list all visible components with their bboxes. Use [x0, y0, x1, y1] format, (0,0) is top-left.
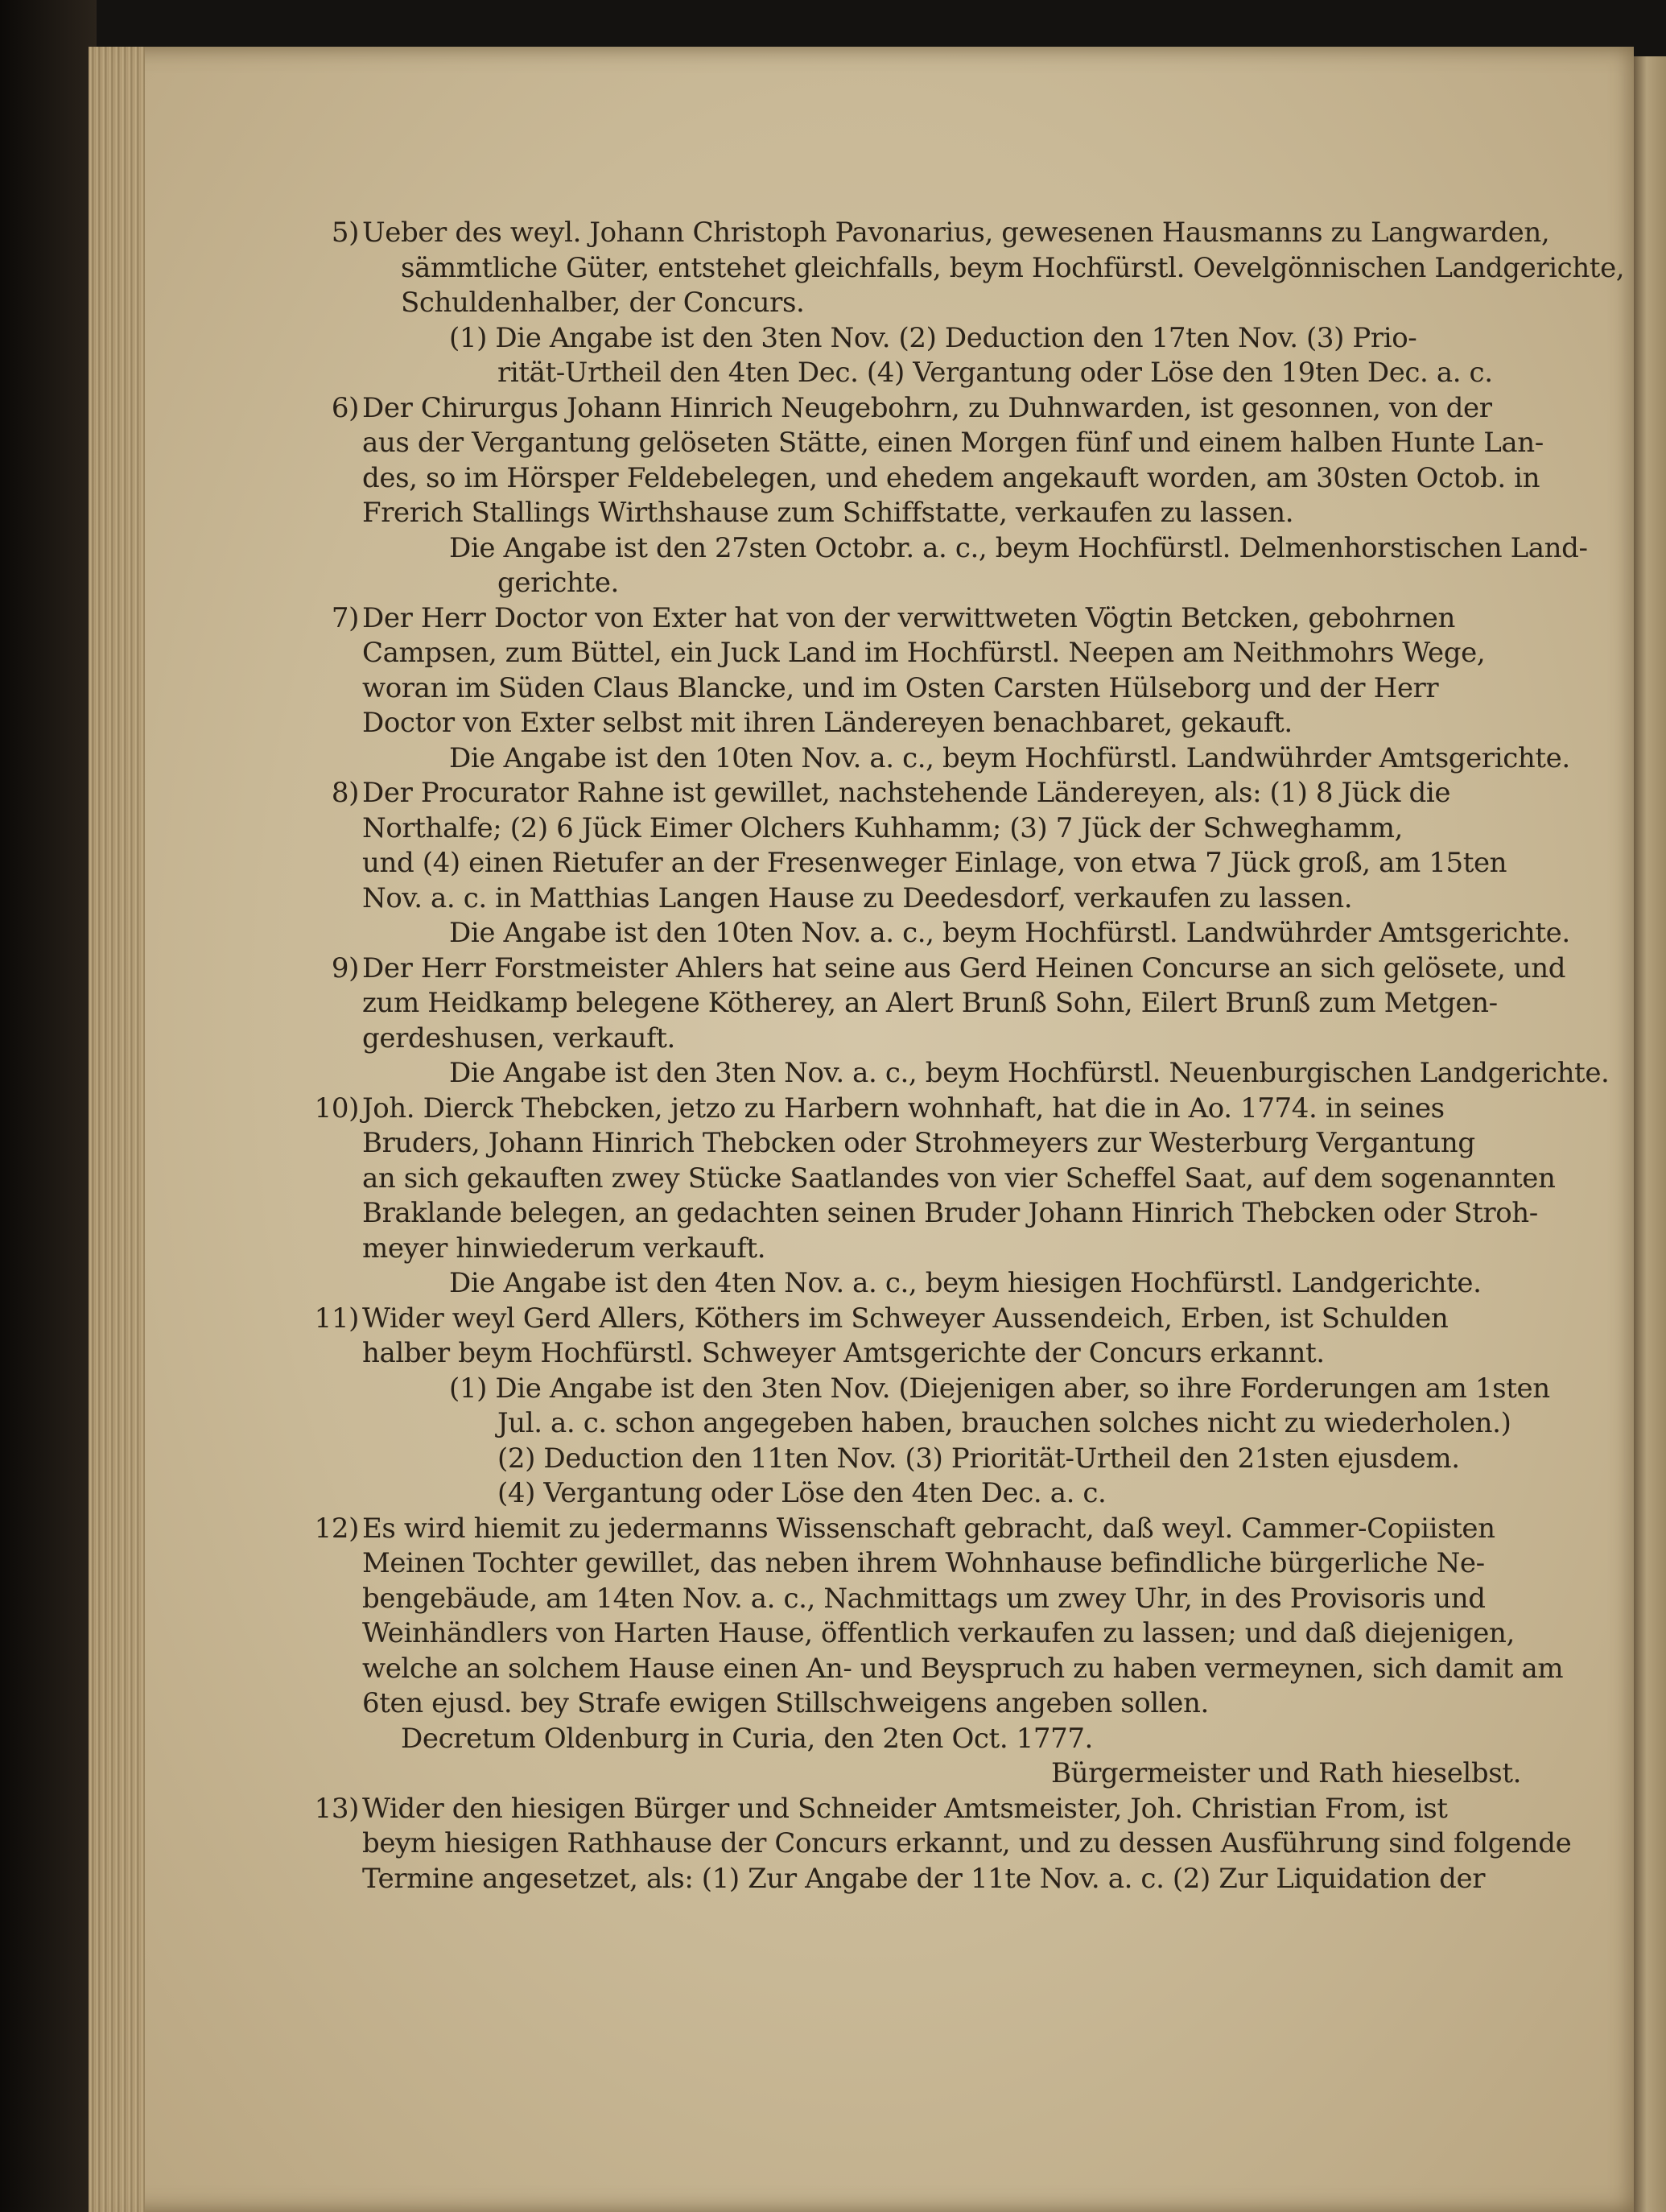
- entry-line: Es wird hiemit zu jedermanns Wissenschaft gebracht, daß weyl. Cammer-Copiisten: [362, 1512, 1495, 1545]
- entry-detail-line: Die Angabe ist den 10ten Nov. a. c., beym Hochfürstl. Landwührder Amtsgerichte.: [449, 741, 1570, 774]
- notice-entry: [314, 1512, 1564, 1792]
- page-edge-stack: [89, 47, 145, 2212]
- entry-number: 12): [314, 1512, 359, 1545]
- entry-line: Ueber des weyl. Johann Christoph Pavonarius, gewesenen Hausmanns zu Langwarden,: [362, 217, 1550, 249]
- entry-number: 13): [314, 1792, 359, 1825]
- entry-line: des, so im Hörsper Feldebelegen, und ehedem angekauft worden, am 30sten Octob. in: [362, 461, 1540, 494]
- entry-line: an sich gekauften zwey Stücke Saatlandes von vier Scheffel Saat, auf dem sogenannten: [362, 1162, 1556, 1195]
- entry-line: Meinen Tochter gewillet, das neben ihrem Wohnhause befindliche bürgerliche Ne-: [362, 1547, 1485, 1579]
- entry-number: 8): [331, 777, 359, 809]
- entry-detail-line: Die Angabe ist den 4ten Nov. a. c., beym hiesigen Hochfürstl. Landgerichte.: [449, 1267, 1482, 1299]
- notice-entry: [314, 1792, 1572, 1897]
- entry-line: gerdeshusen, verkauft.: [362, 1021, 675, 1054]
- entry-detail-line: (1) Die Angabe ist den 3ten Nov. (Diejenigen aber, so ihre Forderungen am 1sten: [449, 1372, 1550, 1405]
- entry-number: 9): [331, 951, 359, 984]
- notice-entry: [331, 391, 1588, 601]
- entry-line: bengebäude, am 14ten Nov. a. c., Nachmittags um zwey Uhr, in des Provisoris und: [362, 1582, 1486, 1615]
- entry-detail-line: (4) Vergantung oder Löse den 4ten Dec. a. c.: [497, 1477, 1107, 1509]
- entry-line: Wider den hiesigen Bürger und Schneider Amtsmeister, Joh. Christian From, ist: [362, 1792, 1448, 1825]
- entry-line: 6ten ejusd. bey Strafe ewigen Stillschweigens angeben sollen.: [362, 1687, 1209, 1719]
- notice-entry: [331, 951, 1610, 1092]
- entry-detail-line: (2) Deduction den 11ten Nov. (3) Priorität-Urtheil den 21sten ejusdem.: [497, 1442, 1460, 1475]
- entry-detail-line: Die Angabe ist den 27sten Octobr. a. c., beym Hochfürstl. Delmenhorstischen Land-: [449, 531, 1588, 564]
- page-text-block: [314, 216, 1625, 1896]
- notice-entry: [331, 601, 1570, 777]
- entry-line: Bruders, Johann Hinrich Thebcken oder Strohmeyers zur Westerburg Vergantung: [362, 1127, 1475, 1159]
- entry-line: halber beym Hochfürstl. Schweyer Amtsgerichte der Concurs erkannt.: [362, 1337, 1325, 1369]
- entry-line: beym hiesigen Rathhause der Concurs erkannt, und zu dessen Ausführung sind folgende: [362, 1827, 1572, 1859]
- entry-line: Der Chirurgus Johann Hinrich Neugebohrn, zu Duhnwarden, ist gesonnen, von der: [362, 391, 1492, 424]
- notice-entry: [314, 1302, 1553, 1512]
- entry-line: Braklande belegen, an gedachten seinen Bruder Johann Hinrich Thebcken oder Stroh-: [362, 1197, 1538, 1229]
- entry-line: sämmtliche Güter, entstehet gleichfalls, beym Hochfürstl. Oevelgönnischen Landgerichte,: [401, 251, 1625, 284]
- decree-line: Decretum Oldenburg in Curia, den 2ten Oct. 1777.: [401, 1722, 1093, 1755]
- entry-line: Campsen, zum Büttel, ein Juck Land im Hochfürstl. Neepen am Neithmohrs Wege,: [362, 637, 1486, 669]
- notice-entry: [331, 216, 1625, 391]
- entry-detail-line: (1) Die Angabe ist den 3ten Nov. (2) Deduction den 17ten Nov. (3) Prio-: [449, 321, 1417, 354]
- entry-line: Doctor von Exter selbst mit ihren Ländereyen benachbaret, gekauft.: [362, 707, 1293, 739]
- entry-line: aus der Vergantung gelöseten Stätte, einen Morgen fünf und einem halben Hunte Lan-: [362, 427, 1544, 459]
- entry-line: Nov. a. c. in Matthias Langen Hause zu Deedesdorf, verkaufen zu lassen.: [362, 881, 1353, 914]
- entry-line: Der Procurator Rahne ist gewillet, nachstehende Ländereyen, als: (1) 8 Jück die: [362, 777, 1451, 809]
- entry-number: 11): [314, 1302, 359, 1335]
- entry-detail-line: Die Angabe ist den 3ten Nov. a. c., beym Hochfürstl. Neuenburgischen Landgerichte.: [449, 1057, 1610, 1089]
- entry-line: Joh. Dierck Thebcken, jetzo zu Harbern wohnhaft, hat die in Ao. 1774. in seines: [362, 1092, 1445, 1125]
- entry-line: Der Herr Forstmeister Ahlers hat seine aus Gerd Heinen Concurse an sich gelösete, und: [362, 951, 1566, 984]
- entry-number: 7): [331, 601, 359, 634]
- entry-detail-line: gerichte.: [497, 567, 619, 599]
- entry-number: 5): [331, 217, 359, 249]
- entry-line: Northalfe; (2) 6 Jück Eimer Olchers Kuhhamm; (3) 7 Jück der Schweghamm,: [362, 811, 1403, 844]
- entry-line: Frerich Stallings Wirthshause zum Schiffstatte, verkaufen zu lassen.: [362, 497, 1294, 529]
- signature-line: Bürgermeister und Rath hieselbst.: [1050, 1757, 1521, 1789]
- entry-line: Wider weyl Gerd Allers, Köthers im Schweyer Aussendeich, Erben, ist Schulden: [362, 1302, 1449, 1335]
- notice-entry: [314, 1092, 1556, 1302]
- book-spine-shadow: [0, 0, 97, 2212]
- entry-detail-line: Jul. a. c. schon angegeben haben, brauchen solches nicht zu wiederholen.): [497, 1407, 1511, 1439]
- facing-page-edge: [1634, 56, 1666, 2212]
- entry-number: 6): [331, 391, 359, 424]
- entry-line: und (4) einen Rietufer an der Fresenweger Einlage, von etwa 7 Jück groß, am 15ten: [362, 847, 1507, 879]
- notice-entry: [331, 776, 1570, 951]
- entry-line: Weinhändlers von Harten Hause, öffentlich verkaufen zu lassen; und daß diejenigen,: [362, 1617, 1515, 1649]
- entry-line: Schuldenhalber, der Concurs.: [401, 287, 805, 319]
- entry-line: zum Heidkamp belegene Kötherey, an Alert Brunß Sohn, Eilert Brunß zum Metgen-: [362, 987, 1498, 1019]
- entry-line: meyer hinwiederum verkauft.: [362, 1232, 766, 1265]
- entry-line: Der Herr Doctor von Exter hat von der verwittweten Vögtin Betcken, gebohrnen: [362, 601, 1456, 634]
- entry-line: woran im Süden Claus Blancke, und im Osten Carsten Hülseborg und der Herr: [362, 671, 1439, 704]
- entry-line: welche an solchem Hause einen An- und Beyspruch zu haben vermeynen, sich damit am: [362, 1652, 1564, 1685]
- entry-detail-line: rität-Urtheil den 4ten Dec. (4) Vergantung oder Löse den 19ten Dec. a. c.: [497, 357, 1493, 389]
- entry-line: Termine angesetzet, als: (1) Zur Angabe der 11te Nov. a. c. (2) Zur Liquidation der: [362, 1862, 1486, 1895]
- entry-number: 10): [314, 1092, 359, 1125]
- entry-detail-line: Die Angabe ist den 10ten Nov. a. c., beym Hochfürstl. Landwührder Amtsgerichte.: [449, 917, 1570, 949]
